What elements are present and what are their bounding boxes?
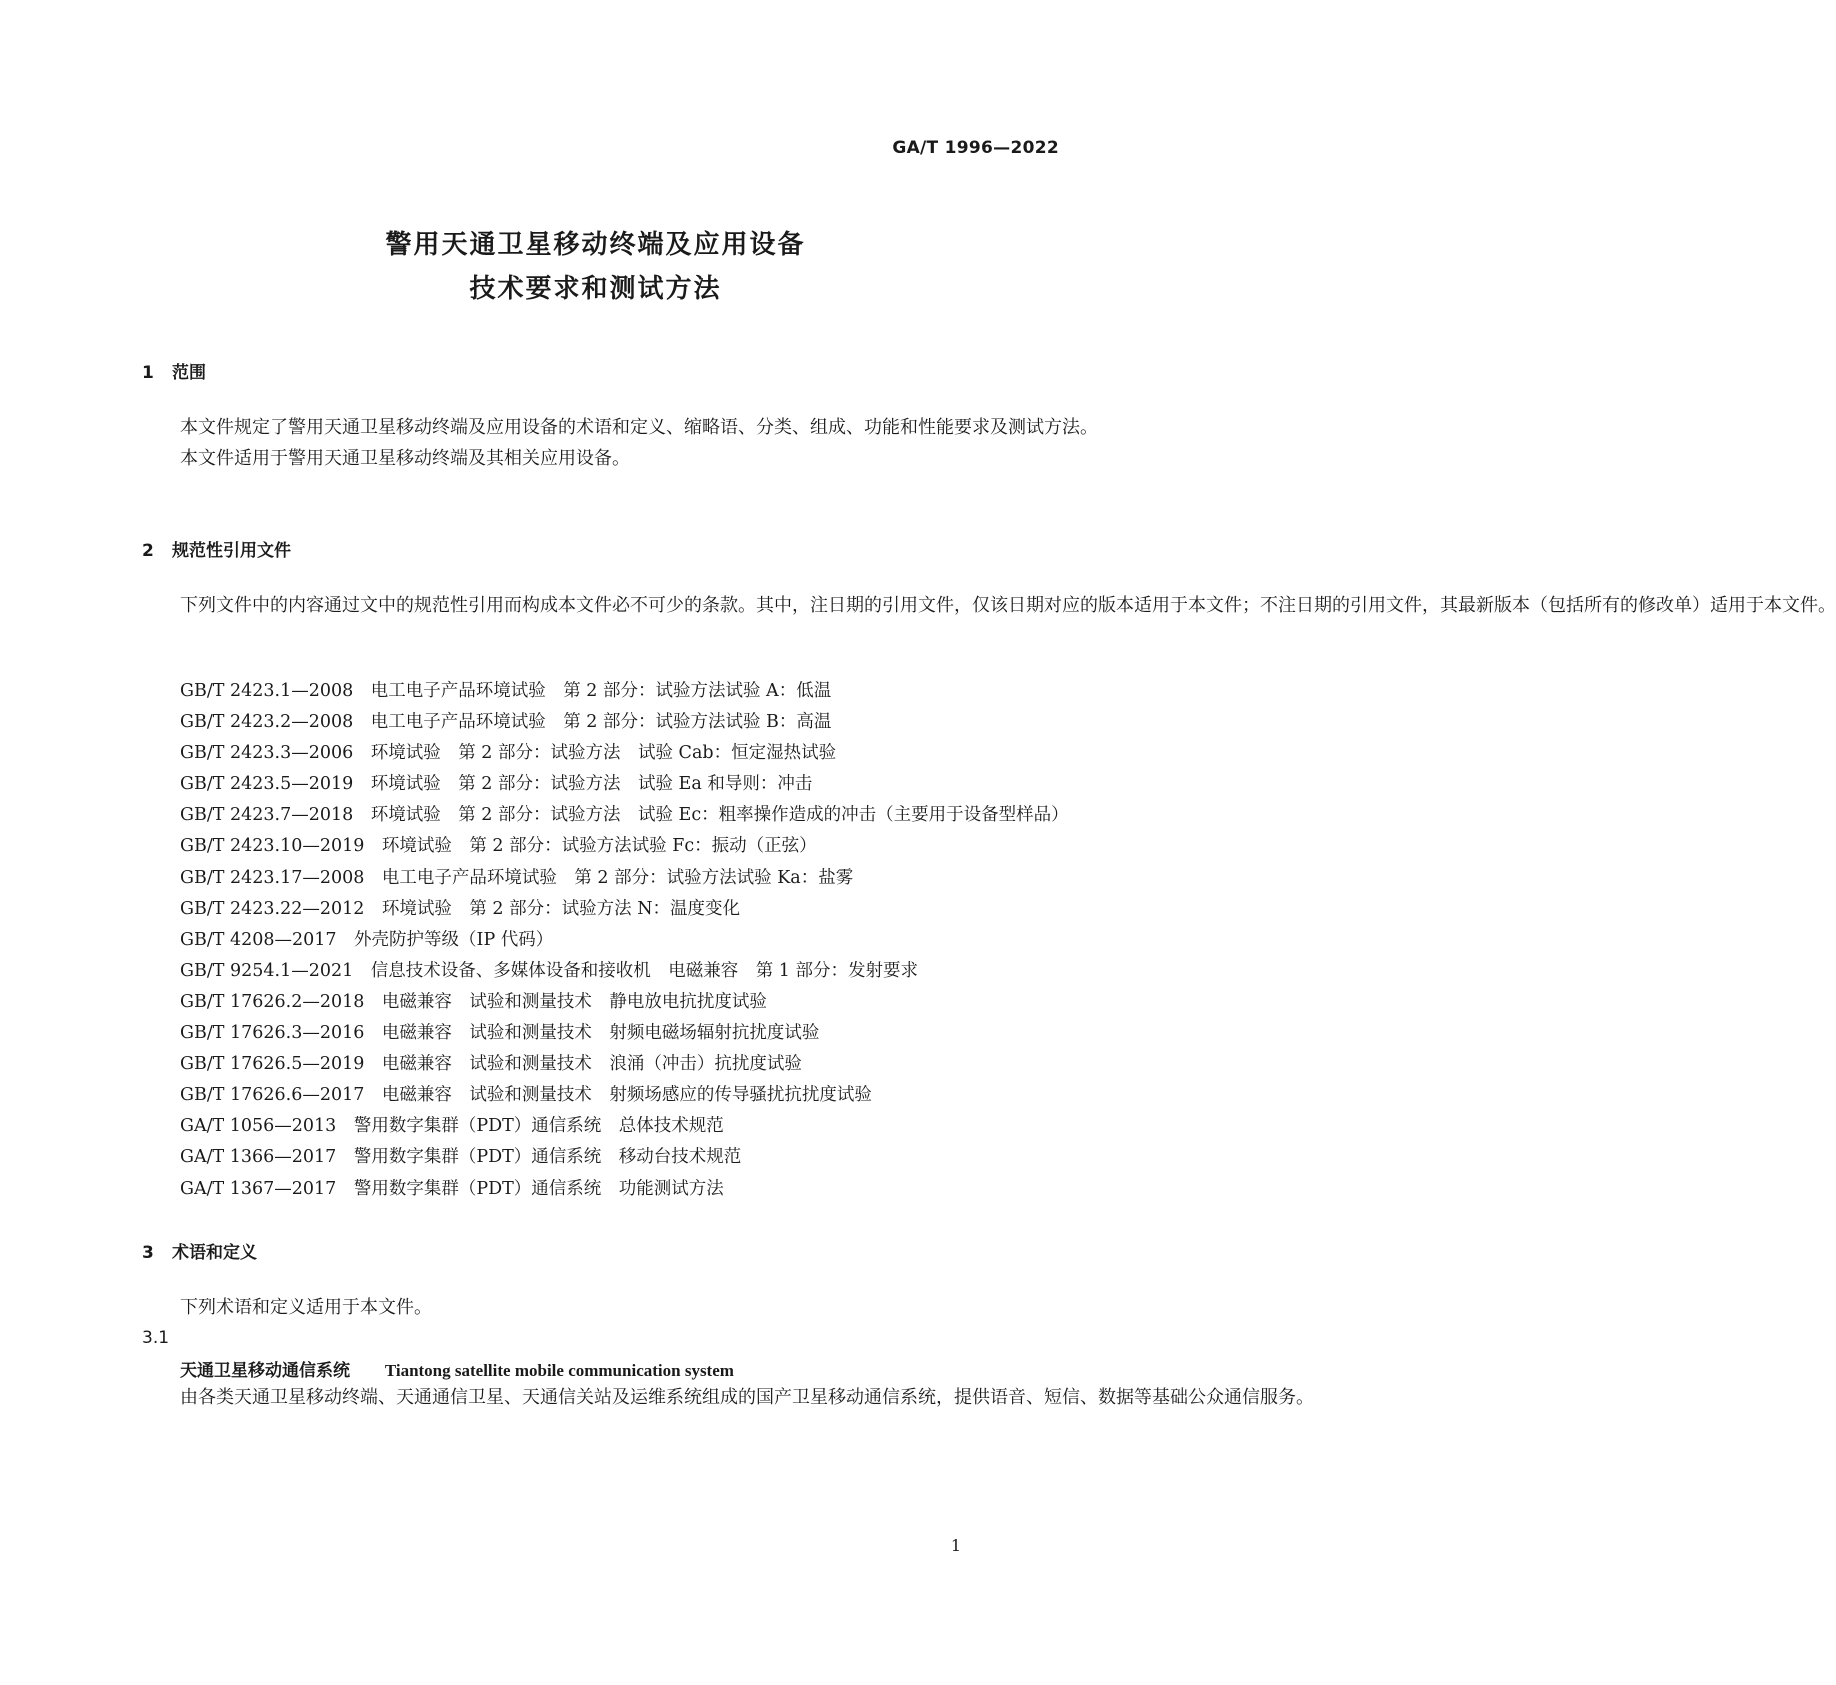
section-2-heading bbox=[142, 536, 291, 561]
reference-item: GB/T 17626.3—2016 电磁兼容 试验和测量技术 射频电磁场辐射抗扰度试验 bbox=[180, 1023, 820, 1044]
paragraph: 下列术语和定义适用于本文件。 bbox=[180, 1297, 432, 1318]
term-name-en: Tiantong satellite mobile communication system bbox=[384, 1361, 734, 1380]
paragraph: 下列文件中的内容通过文中的规范性引用而构成本文件必不可少的条款。其中，注日期的引用文件，仅该日期对应的版本适用于本文件；不注日期的引用文件，其最新版本（包括所有的修改单）适用于本文件。 bbox=[180, 595, 1836, 616]
reference-item: GB/T 2423.5—2019 环境试验 第 2 部分：试验方法 试验 Ea 和导则：冲击 bbox=[180, 774, 813, 795]
term-number: 3.1 bbox=[142, 1328, 170, 1348]
term-heading bbox=[180, 1356, 734, 1381]
reference-item: GB/T 2423.1—2008 电工电子产品环境试验 第 2 部分：试验方法试验 A：低温 bbox=[180, 681, 832, 701]
section-title: 规范性引用文件 bbox=[172, 541, 291, 561]
reference-item: GB/T 9254.1—2021 信息技术设备、多媒体设备和接收机 电磁兼容 第 1 部分：发射要求 bbox=[180, 960, 918, 981]
reference-list bbox=[142, 676, 1069, 1205]
section-title: 术语和定义 bbox=[172, 1243, 257, 1263]
reference-item: GA/T 1366—2017 警用数字集群（PDT）通信系统 移动台技术规范 bbox=[180, 1147, 742, 1168]
reference-item: GB/T 17626.5—2019 电磁兼容 试验和测量技术 浪涌（冲击）抗扰度试验 bbox=[180, 1054, 802, 1075]
page-number: 1 bbox=[950, 1536, 961, 1555]
section-number: 1 bbox=[142, 363, 154, 383]
reference-item: GB/T 2423.7—2018 环境试验 第 2 部分：试验方法 试验 Ec：粗率操作造成的冲击（主要用于设备型样品） bbox=[180, 805, 1069, 826]
reference-item: GA/T 1056—2013 警用数字集群（PDT）通信系统 总体技术规范 bbox=[180, 1116, 724, 1137]
section-number: 3 bbox=[142, 1243, 154, 1263]
document-title-line-1: 警用天通卫星移动终端及应用设备 bbox=[385, 230, 806, 260]
paragraph: 本文件适用于警用天通卫星移动终端及其相关应用设备。 bbox=[180, 448, 630, 469]
reference-item: GB/T 2423.3—2006 环境试验 第 2 部分：试验方法 试验 Cab：恒定湿热试验 bbox=[180, 743, 837, 764]
term-name-zh: 天通卫星移动通信系统 bbox=[180, 1361, 350, 1381]
section-3-intro bbox=[142, 1292, 1060, 1323]
reference-item: GB/T 2423.10—2019 环境试验 第 2 部分：试验方法试验 Fc：振动（正弦） bbox=[180, 836, 817, 857]
section-title: 范围 bbox=[172, 363, 206, 383]
section-1-heading bbox=[142, 358, 206, 383]
section-1-body bbox=[142, 412, 1098, 474]
reference-item: GB/T 2423.2—2008 电工电子产品环境试验 第 2 部分：试验方法试验 B：高温 bbox=[180, 712, 832, 733]
reference-item: GA/T 1367—2017 警用数字集群（PDT）通信系统 功能测试方法 bbox=[180, 1178, 724, 1199]
section-2-intro bbox=[142, 590, 1836, 621]
reference-item: GB/T 4208—2017 外壳防护等级（IP 代码） bbox=[180, 929, 554, 950]
reference-item: GB/T 2423.17—2008 电工电子产品环境试验 第 2 部分：试验方法试验 Ka：盐雾 bbox=[180, 867, 854, 888]
section-number: 2 bbox=[142, 541, 154, 561]
paragraph: 由各类天通卫星移动终端、天通通信卫星、天通信关站及运维系统组成的国产卫星移动通信系统，提供语音、短信、数据等基础公众通信服务。 bbox=[180, 1387, 1314, 1408]
reference-item: GB/T 17626.2—2018 电磁兼容 试验和测量技术 静电放电抗扰度试验 bbox=[180, 991, 767, 1012]
reference-item: GB/T 2423.22—2012 环境试验 第 2 部分：试验方法 N：温度变化 bbox=[180, 898, 741, 919]
section-3-heading bbox=[142, 1238, 257, 1263]
document-title-line-2: 技术要求和测试方法 bbox=[469, 274, 722, 304]
term-definition bbox=[142, 1382, 1314, 1413]
paragraph: 本文件规定了警用天通卫星移动终端及应用设备的术语和定义、缩略语、分类、组成、功能和性能要求及测试方法。 bbox=[180, 417, 1098, 438]
document-code: GA/T 1996—2022 bbox=[892, 138, 1059, 158]
reference-item: GB/T 17626.6—2017 电磁兼容 试验和测量技术 射频场感应的传导骚扰抗扰度试验 bbox=[180, 1085, 872, 1106]
